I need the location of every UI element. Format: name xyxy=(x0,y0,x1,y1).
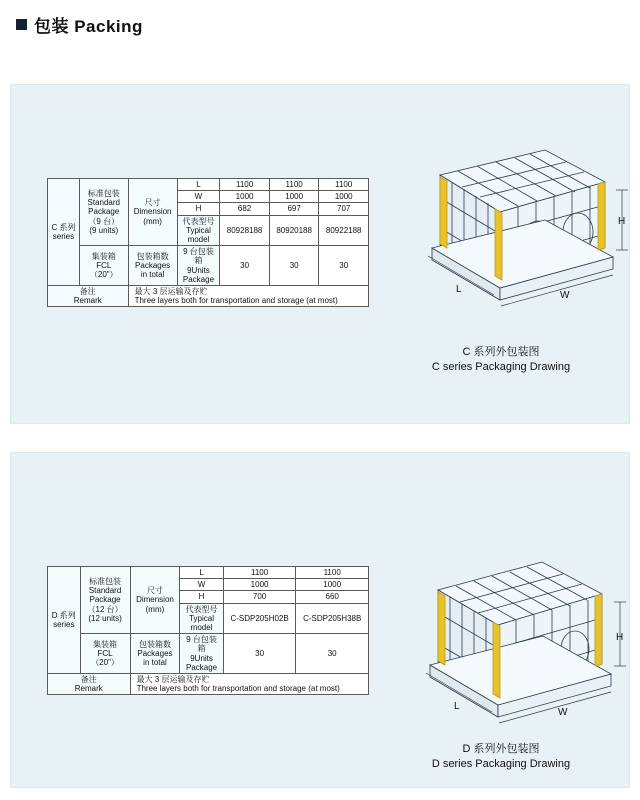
cell-value: 80928188 xyxy=(220,215,270,246)
cell-value: 1000 xyxy=(269,191,319,203)
cell-value: 1100 xyxy=(223,567,296,579)
cell-value: 1100 xyxy=(269,179,319,191)
dimension-label: 尺寸 Dimension (mm) xyxy=(130,567,180,634)
dimension-key-h: H xyxy=(180,591,223,603)
d-series-caption: D 系列外包装图 D series Packaging Drawing xyxy=(431,743,571,770)
units-package-label: 9 台包装箱 9Units Package xyxy=(180,634,223,674)
cell-value: 30 xyxy=(319,246,369,286)
dimension-label-w: W xyxy=(560,290,570,301)
packages-total-label: 包装箱数 Packages in total xyxy=(128,246,177,286)
series-cell-d: D 系列 series xyxy=(48,567,81,674)
page-title xyxy=(0,6,640,42)
dimension-label-l: L xyxy=(456,284,462,295)
standard-package-label: 标准包装 Standard Package （9 台） (9 units) xyxy=(79,179,128,246)
cell-value: 697 xyxy=(269,203,319,215)
typical-model-label: 代表型号 Typical model xyxy=(180,603,223,634)
cell-value: 682 xyxy=(220,203,270,215)
packages-total-label: 包装箱数 Packages in total xyxy=(130,634,180,674)
remark-text: 最大 3 层运输及存贮 Three layers both for transportation and storage (at most) xyxy=(130,673,368,694)
cell-value: 707 xyxy=(319,203,369,215)
cell-value: 1000 xyxy=(223,579,296,591)
table-c-series xyxy=(47,178,369,307)
cell-value: 30 xyxy=(269,246,319,286)
table-row xyxy=(48,634,369,674)
cell-value: 30 xyxy=(223,634,296,674)
remark-label: 备注 Remark xyxy=(48,285,129,306)
d-series-packaging-drawing xyxy=(370,528,632,778)
cell-value: 1000 xyxy=(296,579,369,591)
page-title-text: 包装 Packing xyxy=(34,16,143,36)
cell-value: 1100 xyxy=(319,179,369,191)
series-cell-c: C 系列 series xyxy=(48,179,80,286)
table-row-remark xyxy=(48,673,369,694)
cell-value: 30 xyxy=(296,634,369,674)
table-row xyxy=(48,179,369,191)
dimension-label-h: H xyxy=(616,632,624,643)
square-bullet-icon xyxy=(16,19,27,30)
table-d-series xyxy=(47,566,369,695)
cell-value: 1100 xyxy=(296,567,369,579)
remark-label: 备注 Remark xyxy=(48,673,131,694)
table-row-remark xyxy=(48,285,369,306)
cell-value: 80922188 xyxy=(319,215,369,246)
cell-value: 700 xyxy=(223,591,296,603)
cell-value: 1000 xyxy=(220,191,270,203)
cell-value: C-SDP205H02B xyxy=(223,603,296,634)
fcl-label: 集装箱 FCL （20"） xyxy=(80,634,130,674)
dimension-label-w: W xyxy=(558,707,568,718)
cell-value: 80920188 xyxy=(269,215,319,246)
remark-text: 最大 3 层运输及存贮 Three layers both for transportation and storage (at most) xyxy=(128,285,368,306)
dimension-key-l: L xyxy=(177,179,220,191)
dimension-key-h: H xyxy=(177,203,220,215)
units-package-label: 9 台包装箱 9Units Package xyxy=(177,246,220,286)
cell-value: 1100 xyxy=(220,179,270,191)
cell-value: C-SDP205H38B xyxy=(296,603,369,634)
c-series-caption: C 系列外包装图 C series Packaging Drawing xyxy=(431,346,571,373)
dimension-label-l: L xyxy=(454,701,460,712)
dimension-label: 尺寸 Dimension (mm) xyxy=(128,179,177,246)
cell-value: 1000 xyxy=(319,191,369,203)
cell-value: 660 xyxy=(296,591,369,603)
dimension-key-w: W xyxy=(177,191,220,203)
typical-model-label: 代表型号 Typical model xyxy=(177,215,220,246)
c-series-packaging-drawing xyxy=(370,120,632,370)
fcl-label: 集装箱 FCL （20"） xyxy=(79,246,128,286)
dimension-label-h: H xyxy=(618,216,626,227)
dimension-key-w: W xyxy=(180,579,223,591)
table-row xyxy=(48,246,369,286)
table-row xyxy=(48,567,369,579)
dimension-key-l: L xyxy=(180,567,223,579)
standard-package-label: 标准包装 Standard Package （12 台） (12 units) xyxy=(80,567,130,634)
cell-value: 30 xyxy=(220,246,270,286)
